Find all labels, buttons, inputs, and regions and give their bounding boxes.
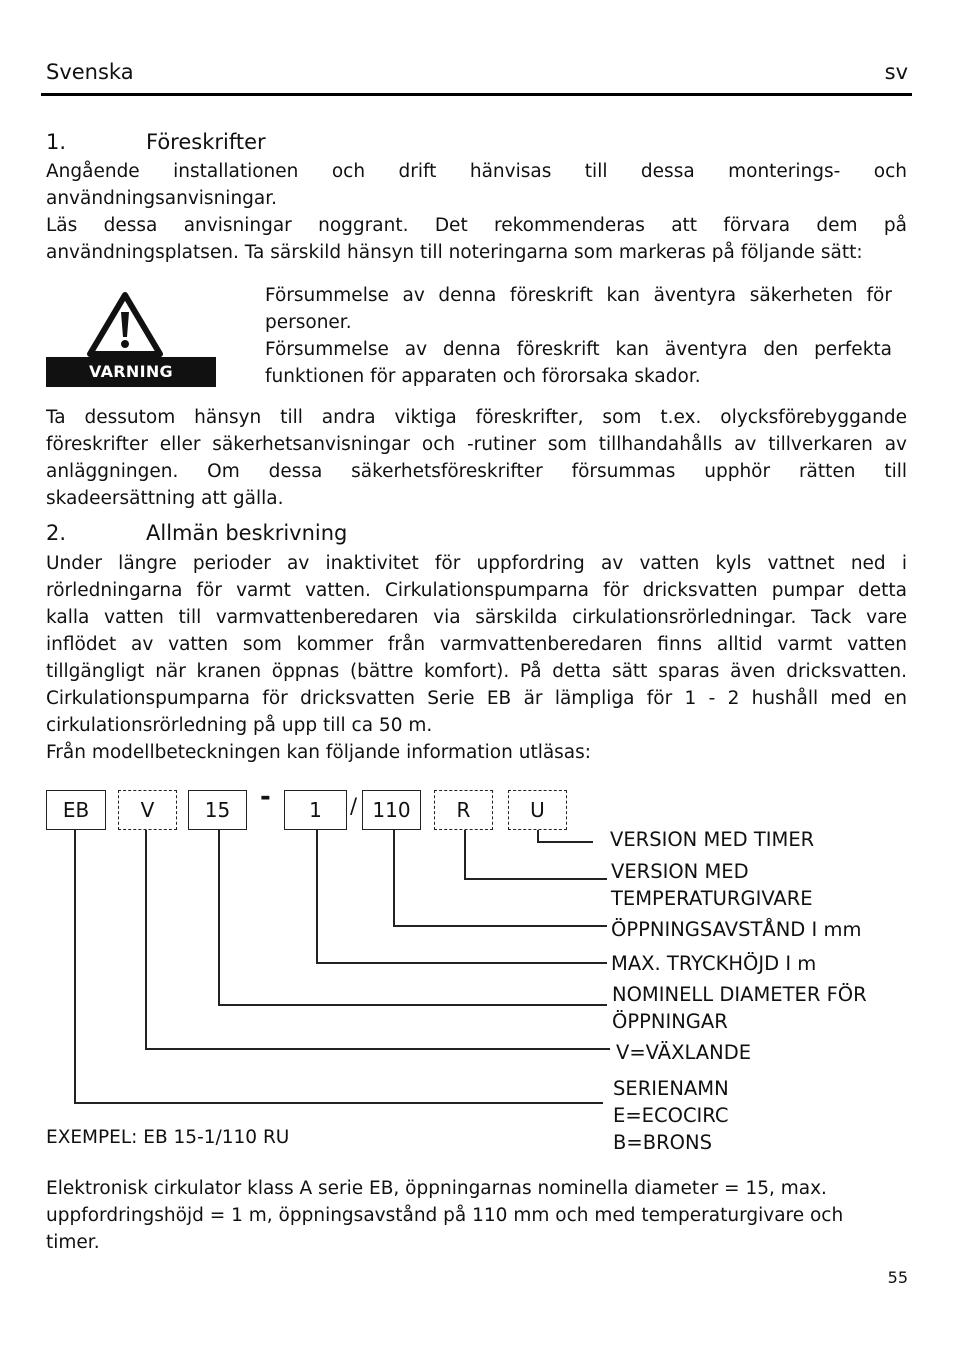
section-1-paragraph-3 xyxy=(46,404,907,512)
text-line: Ta dessutom hänsyn till andra viktiga föreskrifter, som t.ex. olycksförebyggande xyxy=(46,407,907,428)
warning-text xyxy=(265,282,892,390)
text-line: Försummelse av denna föreskrift kan äventyra den perfekta xyxy=(265,339,892,360)
text-line: kalla vatten till varmvattenberedaren via särskilda cirkulationsrörledningar. Tack vare xyxy=(46,607,907,628)
connector-spacing-v xyxy=(393,830,395,926)
connector-diameter-h xyxy=(218,1004,607,1006)
text-line: användningsplatsen. Ta särskild hänsyn till noteringarna som markeras på följande sätt: xyxy=(46,242,863,263)
section-1-title: Föreskrifter xyxy=(146,130,266,154)
code-box-diameter: 15 xyxy=(188,790,247,830)
label-spacing: ÖPPNINGSAVSTÅND I mm xyxy=(611,918,862,941)
text-line: rörledningarna för varmt vatten. Cirkulationspumparna för dricksvatten pumpar detta xyxy=(46,580,907,601)
connector-head-h xyxy=(316,962,607,964)
section-1-heading xyxy=(46,130,266,154)
section-2-number: 2. xyxy=(46,521,67,545)
header-rule xyxy=(41,93,912,96)
code-slash-separator: / xyxy=(350,794,358,818)
text-line: Från modellbeteckningen kan följande information utläsas: xyxy=(46,742,592,763)
connector-head-v xyxy=(316,830,318,963)
label-series xyxy=(613,1075,729,1156)
code-box-series: EB xyxy=(46,790,106,830)
text-line: personer. xyxy=(265,312,352,333)
connector-spacing-h xyxy=(393,925,607,927)
closing-paragraph xyxy=(46,1175,907,1256)
text-line: skadeersättning att gälla. xyxy=(46,488,284,509)
text-line: Cirkulationspumparna för dricksvatten Serie EB är lämpliga för 1 - 2 hushåll med en xyxy=(46,688,907,709)
text-line: uppfordringshöjd = 1 m, öppningsavstånd på 110 mm och med temperaturgivare och xyxy=(46,1205,844,1226)
connector-version-v xyxy=(145,830,147,1049)
text-line: funktionen för apparaten och förorsaka skador. xyxy=(265,366,701,387)
section-2-paragraph-1 xyxy=(46,550,907,766)
label-version: V=VÄXLANDE xyxy=(616,1041,752,1064)
example-text: EXEMPEL: EB 15-1/110 RU xyxy=(46,1127,290,1148)
connector-temp-h xyxy=(464,878,607,880)
warning-triangle-icon xyxy=(46,290,216,358)
text-line: Försummelse av denna föreskrift kan äventyra säkerheten för xyxy=(265,285,892,306)
page-number: 55 xyxy=(887,1268,908,1287)
code-box-head: 1 xyxy=(284,790,347,830)
text-line: ÖPPNINGAR xyxy=(612,1010,728,1033)
text-line: föreskrifter eller säkerhetsanvisningar och -rutiner som tillhandahålls av tillverkaren av xyxy=(46,434,907,455)
warning-symbol xyxy=(46,290,216,387)
text-line: Elektronisk cirkulator klass A serie EB, öppningarnas nominella diameter = 15, max. xyxy=(46,1178,827,1199)
text-line: cirkulationsrörledning på upp till ca 50 m. xyxy=(46,715,433,736)
text-line: Läs dessa anvisningar noggrant. Det rekommenderas att förvara dem på xyxy=(46,215,907,236)
warning-label: VARNING xyxy=(46,357,216,387)
text-line: Under längre perioder av inaktivitet för uppfordring av vatten kyls vattnet ned i xyxy=(46,553,907,574)
connector-diameter-v xyxy=(218,830,220,1005)
text-line: tillgängligt när kranen öppnas (bättre komfort). På detta sätt sparas även dricksvatten. xyxy=(46,661,907,682)
text-line: Angående installationen och drift hänvisas till dessa monterings- och xyxy=(46,161,907,182)
code-box-temp-sensor: R xyxy=(434,790,493,830)
code-dash-separator: - xyxy=(260,782,271,812)
text-line: SERIENAMN xyxy=(613,1077,729,1100)
text-line: E=ECOCIRC xyxy=(613,1104,729,1127)
header-language: Svenska xyxy=(46,60,134,84)
text-line: användningsanvisningar. xyxy=(46,188,278,209)
section-1-number: 1. xyxy=(46,130,67,154)
text-line: NOMINELL DIAMETER FÖR xyxy=(612,983,867,1006)
section-2-heading xyxy=(46,521,347,545)
label-diameter xyxy=(612,981,867,1035)
code-box-spacing: 110 xyxy=(362,790,421,830)
connector-series-v xyxy=(74,830,76,1103)
text-line: anläggningen. Om dessa säkerhetsföreskrifter försummas upphör rätten till xyxy=(46,461,907,482)
connector-series-h xyxy=(74,1102,603,1104)
header-language-code: sv xyxy=(884,60,908,84)
connector-timer-h xyxy=(537,841,593,843)
label-temp-sensor xyxy=(611,858,813,912)
section-1-paragraph-1 xyxy=(46,158,907,266)
connector-temp-v xyxy=(464,830,466,879)
text-line: VERSION MED xyxy=(611,860,749,883)
connector-version-h xyxy=(145,1048,610,1050)
label-head: MAX. TRYCKHÖJD I m xyxy=(611,952,817,975)
code-box-timer: U xyxy=(508,790,567,830)
label-timer: VERSION MED TIMER xyxy=(610,828,815,851)
text-line: B=BRONS xyxy=(613,1131,712,1154)
section-2-title: Allmän beskrivning xyxy=(146,521,348,545)
code-box-version: V xyxy=(118,790,177,830)
text-line: inflödet av vatten som kommer från varmvattenberedaren finns alltid varmt vatten xyxy=(46,634,907,655)
text-line: timer. xyxy=(46,1232,100,1253)
text-line: TEMPERATURGIVARE xyxy=(611,887,813,910)
